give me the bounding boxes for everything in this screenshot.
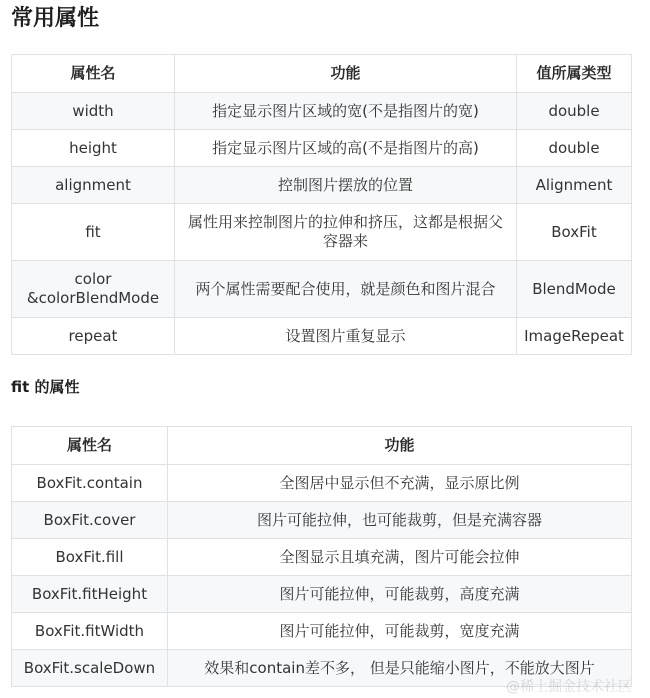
column-header-function: 功能 xyxy=(168,427,632,465)
property-type-cell: ImageRepeat xyxy=(517,318,632,355)
property-type-cell: BlendMode xyxy=(517,261,632,318)
table-row xyxy=(12,539,632,576)
property-name-cell: alignment xyxy=(12,167,175,204)
property-desc-cell: 控制图片摆放的位置 xyxy=(175,167,517,204)
property-name-cell: fit xyxy=(12,204,175,261)
table-row xyxy=(12,167,632,204)
property-type-cell: BoxFit xyxy=(517,204,632,261)
table-row xyxy=(12,318,632,355)
property-name-cell: width xyxy=(12,93,175,130)
fit-desc-cell: 全图显示且填充满，图片可能会拉伸 xyxy=(168,539,632,576)
column-header-function: 功能 xyxy=(175,55,517,93)
property-desc-cell: 属性用来控制图片的拉伸和挤压，这都是根据父容器来 xyxy=(175,204,517,261)
fit-desc-cell: 图片可能拉伸，可能裁剪，宽度充满 xyxy=(168,613,632,650)
fit-desc-cell: 效果和contain差不多， 但是只能缩小图片，不能放大图片 xyxy=(168,650,632,687)
column-header-type: 值所属类型 xyxy=(517,55,632,93)
table-row xyxy=(12,130,632,167)
property-name-cell: color &colorBlendMode xyxy=(12,261,175,318)
table-row xyxy=(12,93,632,130)
fit-name-cell: BoxFit.scaleDown xyxy=(12,650,168,687)
fit-name-cell: BoxFit.fitWidth xyxy=(12,613,168,650)
fit-name-cell: BoxFit.fill xyxy=(12,539,168,576)
table-header-row xyxy=(12,427,632,465)
table-row xyxy=(12,502,632,539)
column-header-name: 属性名 xyxy=(12,55,175,93)
property-name-cell: height xyxy=(12,130,175,167)
property-desc-cell: 指定显示图片区域的宽(不是指图片的宽) xyxy=(175,93,517,130)
table-row xyxy=(12,576,632,613)
table-row xyxy=(12,613,632,650)
properties-table xyxy=(11,54,632,355)
property-desc-cell: 两个属性需要配合使用，就是颜色和图片混合 xyxy=(175,261,517,318)
property-name-cell: repeat xyxy=(12,318,175,355)
fit-name-cell: BoxFit.fitHeight xyxy=(12,576,168,613)
table-row xyxy=(12,204,632,261)
property-type-cell: double xyxy=(517,130,632,167)
property-desc-cell: 设置图片重复显示 xyxy=(175,318,517,355)
table-row xyxy=(12,465,632,502)
column-header-name: 属性名 xyxy=(12,427,168,465)
section-title-fit: fit 的属性 xyxy=(11,378,80,396)
property-desc-cell: 指定显示图片区域的高(不是指图片的高) xyxy=(175,130,517,167)
fit-name-cell: BoxFit.contain xyxy=(12,465,168,502)
fit-table xyxy=(11,426,632,687)
page-title: 常用属性 xyxy=(11,6,100,31)
table-row xyxy=(12,261,632,318)
fit-desc-cell: 全图居中显示但不充满，显示原比例 xyxy=(168,465,632,502)
property-type-cell: double xyxy=(517,93,632,130)
property-type-cell: Alignment xyxy=(517,167,632,204)
fit-desc-cell: 图片可能拉伸，可能裁剪，高度充满 xyxy=(168,576,632,613)
table-header-row xyxy=(12,55,632,93)
watermark: @稀土掘金技术社区 xyxy=(506,679,632,695)
fit-desc-cell: 图片可能拉伸，也可能裁剪，但是充满容器 xyxy=(168,502,632,539)
fit-name-cell: BoxFit.cover xyxy=(12,502,168,539)
